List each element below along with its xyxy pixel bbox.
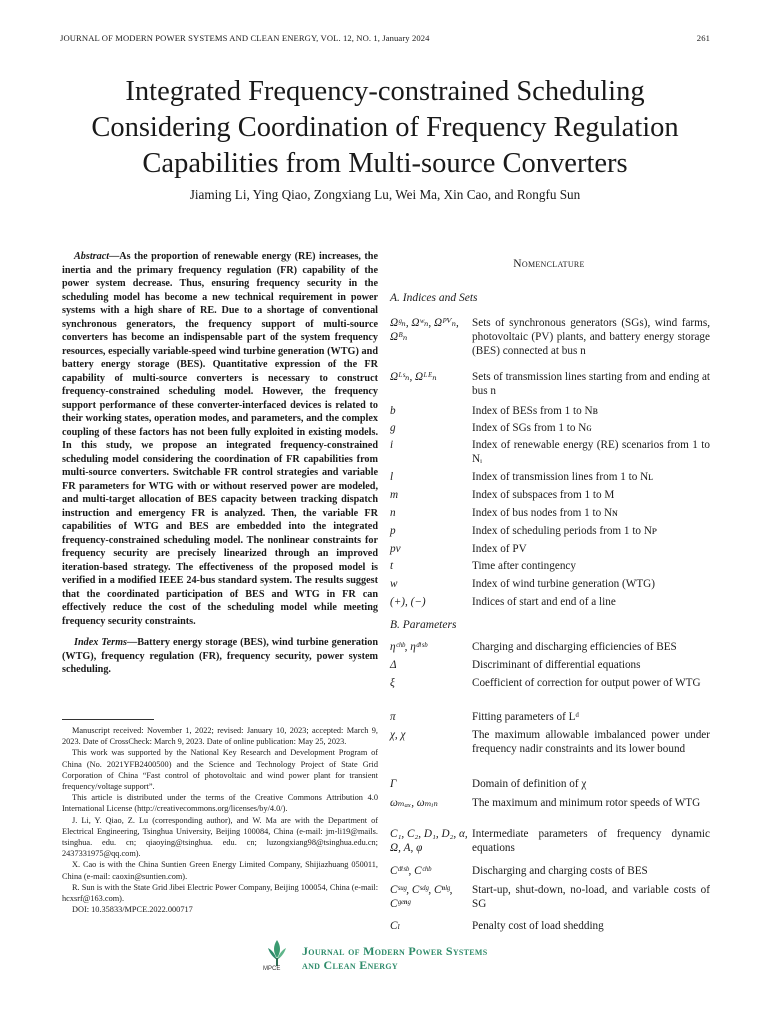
title-line-3: Capabilities from Multi-source Converters <box>142 148 628 179</box>
nomenclature-description: Discharging and charging costs of BES <box>472 865 648 877</box>
nomenclature-symbol: (+), (−) <box>390 596 426 608</box>
nomenclature-symbol: b <box>390 405 396 417</box>
nomenclature-symbol: C₁, C₂, D₁, D₂, α, Ω, A, φ <box>390 828 468 854</box>
section-b-heading: B. Parameters <box>390 619 457 631</box>
nomenclature-description: Intermediate parameters of frequency dynamic equations <box>472 828 710 854</box>
nomenclature-description: Index of SGs from 1 to Nɢ <box>472 422 592 434</box>
nomenclature-symbol: w <box>390 578 398 590</box>
nomenclature-symbol: p <box>390 525 396 537</box>
index-terms-text: —Battery energy storage (BES), wind turbine generation (WTG), frequency regulation (FR), frequency security, power system scheduling. <box>62 637 378 675</box>
footnote-license: This article is distributed under the terms of the Creative Commons Attribution 4.0 International License (http://creativecommons.org/licenses/by/4.0/). <box>62 793 378 814</box>
logo-line-1: Journal of Modern Power Systems <box>302 944 488 958</box>
nomenclature-description: The maximum allowable imbalanced power under frequency nadir constraints and its lower bound <box>472 729 710 755</box>
nomenclature-description: Discriminant of differential equations <box>472 659 641 671</box>
nomenclature-symbol: l <box>390 471 394 483</box>
nomenclature-symbol: ωₘₐₓ, ωₘᵢₙ <box>390 797 438 809</box>
nomenclature-description: Index of subspaces from 1 to M <box>472 489 615 501</box>
footnote-manuscript: Manuscript received: November 1, 2022; revised: January 10, 2023; accepted: March 9, 2023. Date of CrossCheck: March 9, 2023. Date of online publication: May 25, 2023. <box>62 726 378 747</box>
nomenclature-description: Penalty cost of load shedding <box>472 920 604 932</box>
nomenclature-symbol: g <box>390 422 396 434</box>
nomenclature-title: Nomenclature <box>513 258 585 270</box>
nomenclature-symbol: pv <box>390 543 401 555</box>
author-list: Jiaming Li, Ying Qiao, Zongxiang Lu, Wei Ma, Xin Cao, and Rongfu Sun <box>189 187 581 202</box>
nomenclature-symbol: Cᵈⁱˢᵇ, Cᶜʰᵇ <box>390 865 431 877</box>
abstract-block <box>62 250 378 677</box>
nomenclature-symbol: Cₗ <box>390 920 401 932</box>
abstract-label: Abstract <box>74 251 110 262</box>
nomenclature-description: The maximum and minimum rotor speeds of WTG <box>472 797 701 809</box>
nomenclature-description: Domain of definition of χ <box>472 778 587 790</box>
nomenclature-symbol: π <box>390 711 396 723</box>
nomenclature-symbol: Cˢᵘᵍ, Cˢᵈᵍ, Cⁿˡᵍ, Cᵍᵉⁿᵍ <box>390 884 453 910</box>
title-line-1: Integrated Frequency-constrained Scheduling <box>125 76 645 107</box>
footnote-funding: This work was supported by the National Key Research and Development Program of China (No. 2021YFB2400500) and the Science and Technology Project of State Grid Corporation of China “Fast control of photovoltaic and wind power plant for transient frequency/voltage support”. <box>62 748 378 792</box>
nomenclature-symbol: χ, χ <box>390 729 406 741</box>
nomenclature-symbol: m <box>390 489 399 501</box>
nomenclature-description: Index of BESs from 1 to Nʙ <box>472 405 598 417</box>
nomenclature-description: Sets of synchronous generators (SGs), wind farms, photovoltaic (PV) plants, and battery energy storage (BES) connected at bus n <box>472 317 710 357</box>
index-terms <box>62 636 378 677</box>
nomenclature-symbol: i <box>390 439 394 451</box>
nomenclature-symbol: ηᶜʰᵇ, ηᵈⁱˢᵇ <box>390 641 427 653</box>
footnote-affiliation-1: J. Li, Y. Qiao, Z. Lu (corresponding author), and W. Ma are with the Department of Electrical Engineering, Tsinghua University, Beijing 100084, China (e-mail: jm-li19@mails. tsinghua. edu. cn; qiaoying@tsinghua. edu. cn; luzongxiang98@tsinghua.edu.cn; 2437331975@qq.com). <box>62 815 378 859</box>
nomenclature-description: Indices of start and end of a line <box>472 596 616 608</box>
nomenclature-description: Sets of transmission lines starting from and ending at bus n <box>472 371 711 397</box>
footnotes <box>62 725 378 915</box>
abstract-text: —As the proportion of renewable energy (RE) increases, the inertia and the primary frequency regulation (FR) capability of the power system decrease. Thus, ensuring frequency security in the scheduling model has become a new technical requirement in power systems with a high share of RE. Due to a shortage of conventional synchronous generators, the frequency support of multi-source converters has become an indispensable part of the system frequency resources, especially variable-speed wind turbine generation (WTG) and battery energy storage (BES). Quantitative expression of the FR capability of multi-source converters is necessary to construct frequency-constrained scheduling model. However, the frequency support performance of these converter-interfaced devices is related to their working states, operation modes, and parameters, and the complex coupling of these factors has not been fully exploited in existing models. In this study, we propose an integrated frequency-constrained scheduling model considering the coordination of FR capabilities from multi-source converters. Switchable FR control strategies and variable FR parameters for WTG with or without reserved power are modeled, and multi-target allocation of BES capacity between tracking dispatch instruction and emergency FR is analyzed. Then, the variable FR capabilities of WTG and BES are embedded into the integrated frequency-constrained scheduling model. The nonlinear constraints for frequency security are precisely linearized through an improved iteration-based strategy. The effectiveness of the proposed model is verified in a modified IEEE 24-bus standard system. The results suggest that the coordinated participation of BES and WTG in FR can effectively reduce the cost of the scheduling model while meeting frequency security constraints. <box>62 251 378 627</box>
nomenclature-description: Time after contingency <box>472 560 576 572</box>
nomenclature-symbol: Ωᵍₙ, Ωʷₙ, Ωᴾⱽₙ, Ωᴮₙ <box>390 317 459 343</box>
nomenclature-description: Charging and discharging efficiencies of BES <box>472 641 677 653</box>
journal-logo-text <box>302 944 488 972</box>
nomenclature-description: Start-up, shut-down, no-load, and variable costs of SG <box>472 884 710 910</box>
nomenclature-description: Index of bus nodes from 1 to Nɴ <box>472 507 618 519</box>
nomenclature-description: Index of wind turbine generation (WTG) <box>472 578 655 590</box>
page-number: 261 <box>696 33 710 43</box>
nomenclature-description: Index of PV <box>472 543 527 555</box>
footnote-affiliation-3: R. Sun is with the State Grid Jibei Electric Power Company, Beijing 100054, China (e-mail: hcxsrf@163.com). <box>62 882 378 904</box>
nomenclature-description: Coefficient of correction for output power of WTG <box>472 677 701 689</box>
abstract-paragraph <box>62 250 378 628</box>
running-header <box>60 33 710 47</box>
nomenclature-symbol: Δ <box>390 659 397 671</box>
nomenclature-symbol: t <box>390 560 394 572</box>
footnote-divider <box>62 719 154 720</box>
nomenclature-description: Index of scheduling periods from 1 to Nᴘ <box>472 525 657 537</box>
nomenclature-symbol: Γ <box>390 778 397 790</box>
emblem-label: MPCE <box>263 966 281 972</box>
footnote-doi: DOI: 10.35833/MPCE.2022.000717 <box>72 905 193 915</box>
nomenclature-description: Index of transmission lines from 1 to Nʟ <box>472 471 653 483</box>
nomenclature-symbol: ξ <box>390 677 395 689</box>
nomenclature-symbol: n <box>390 507 396 519</box>
paper-title <box>40 74 730 182</box>
nomenclature-symbol: Ωᴸˢₙ, Ωᴸᴱₙ <box>390 371 437 383</box>
footnote-affiliation-2: X. Cao is with the China Suntien Green Energy Limited Company, Shijiazhuang 050011, China (e-mail: caoxin@suntien.com). <box>62 860 378 881</box>
nomenclature-description: Index of renewable energy (RE) scenarios from 1 to Nᵢ <box>472 439 710 465</box>
nomenclature-description: Fitting parameters of Lᵈ <box>472 711 579 723</box>
journal-citation: JOURNAL OF MODERN POWER SYSTEMS AND CLEAN ENERGY, VOL. 12, NO. 1, January 2024 <box>60 33 430 43</box>
index-terms-label: Index Terms <box>74 637 128 648</box>
section-a-heading: A. Indices and Sets <box>390 292 478 304</box>
title-line-2: Considering Coordination of Frequency Regulation <box>91 112 679 143</box>
logo-line-2: and Clean Energy <box>302 958 398 972</box>
